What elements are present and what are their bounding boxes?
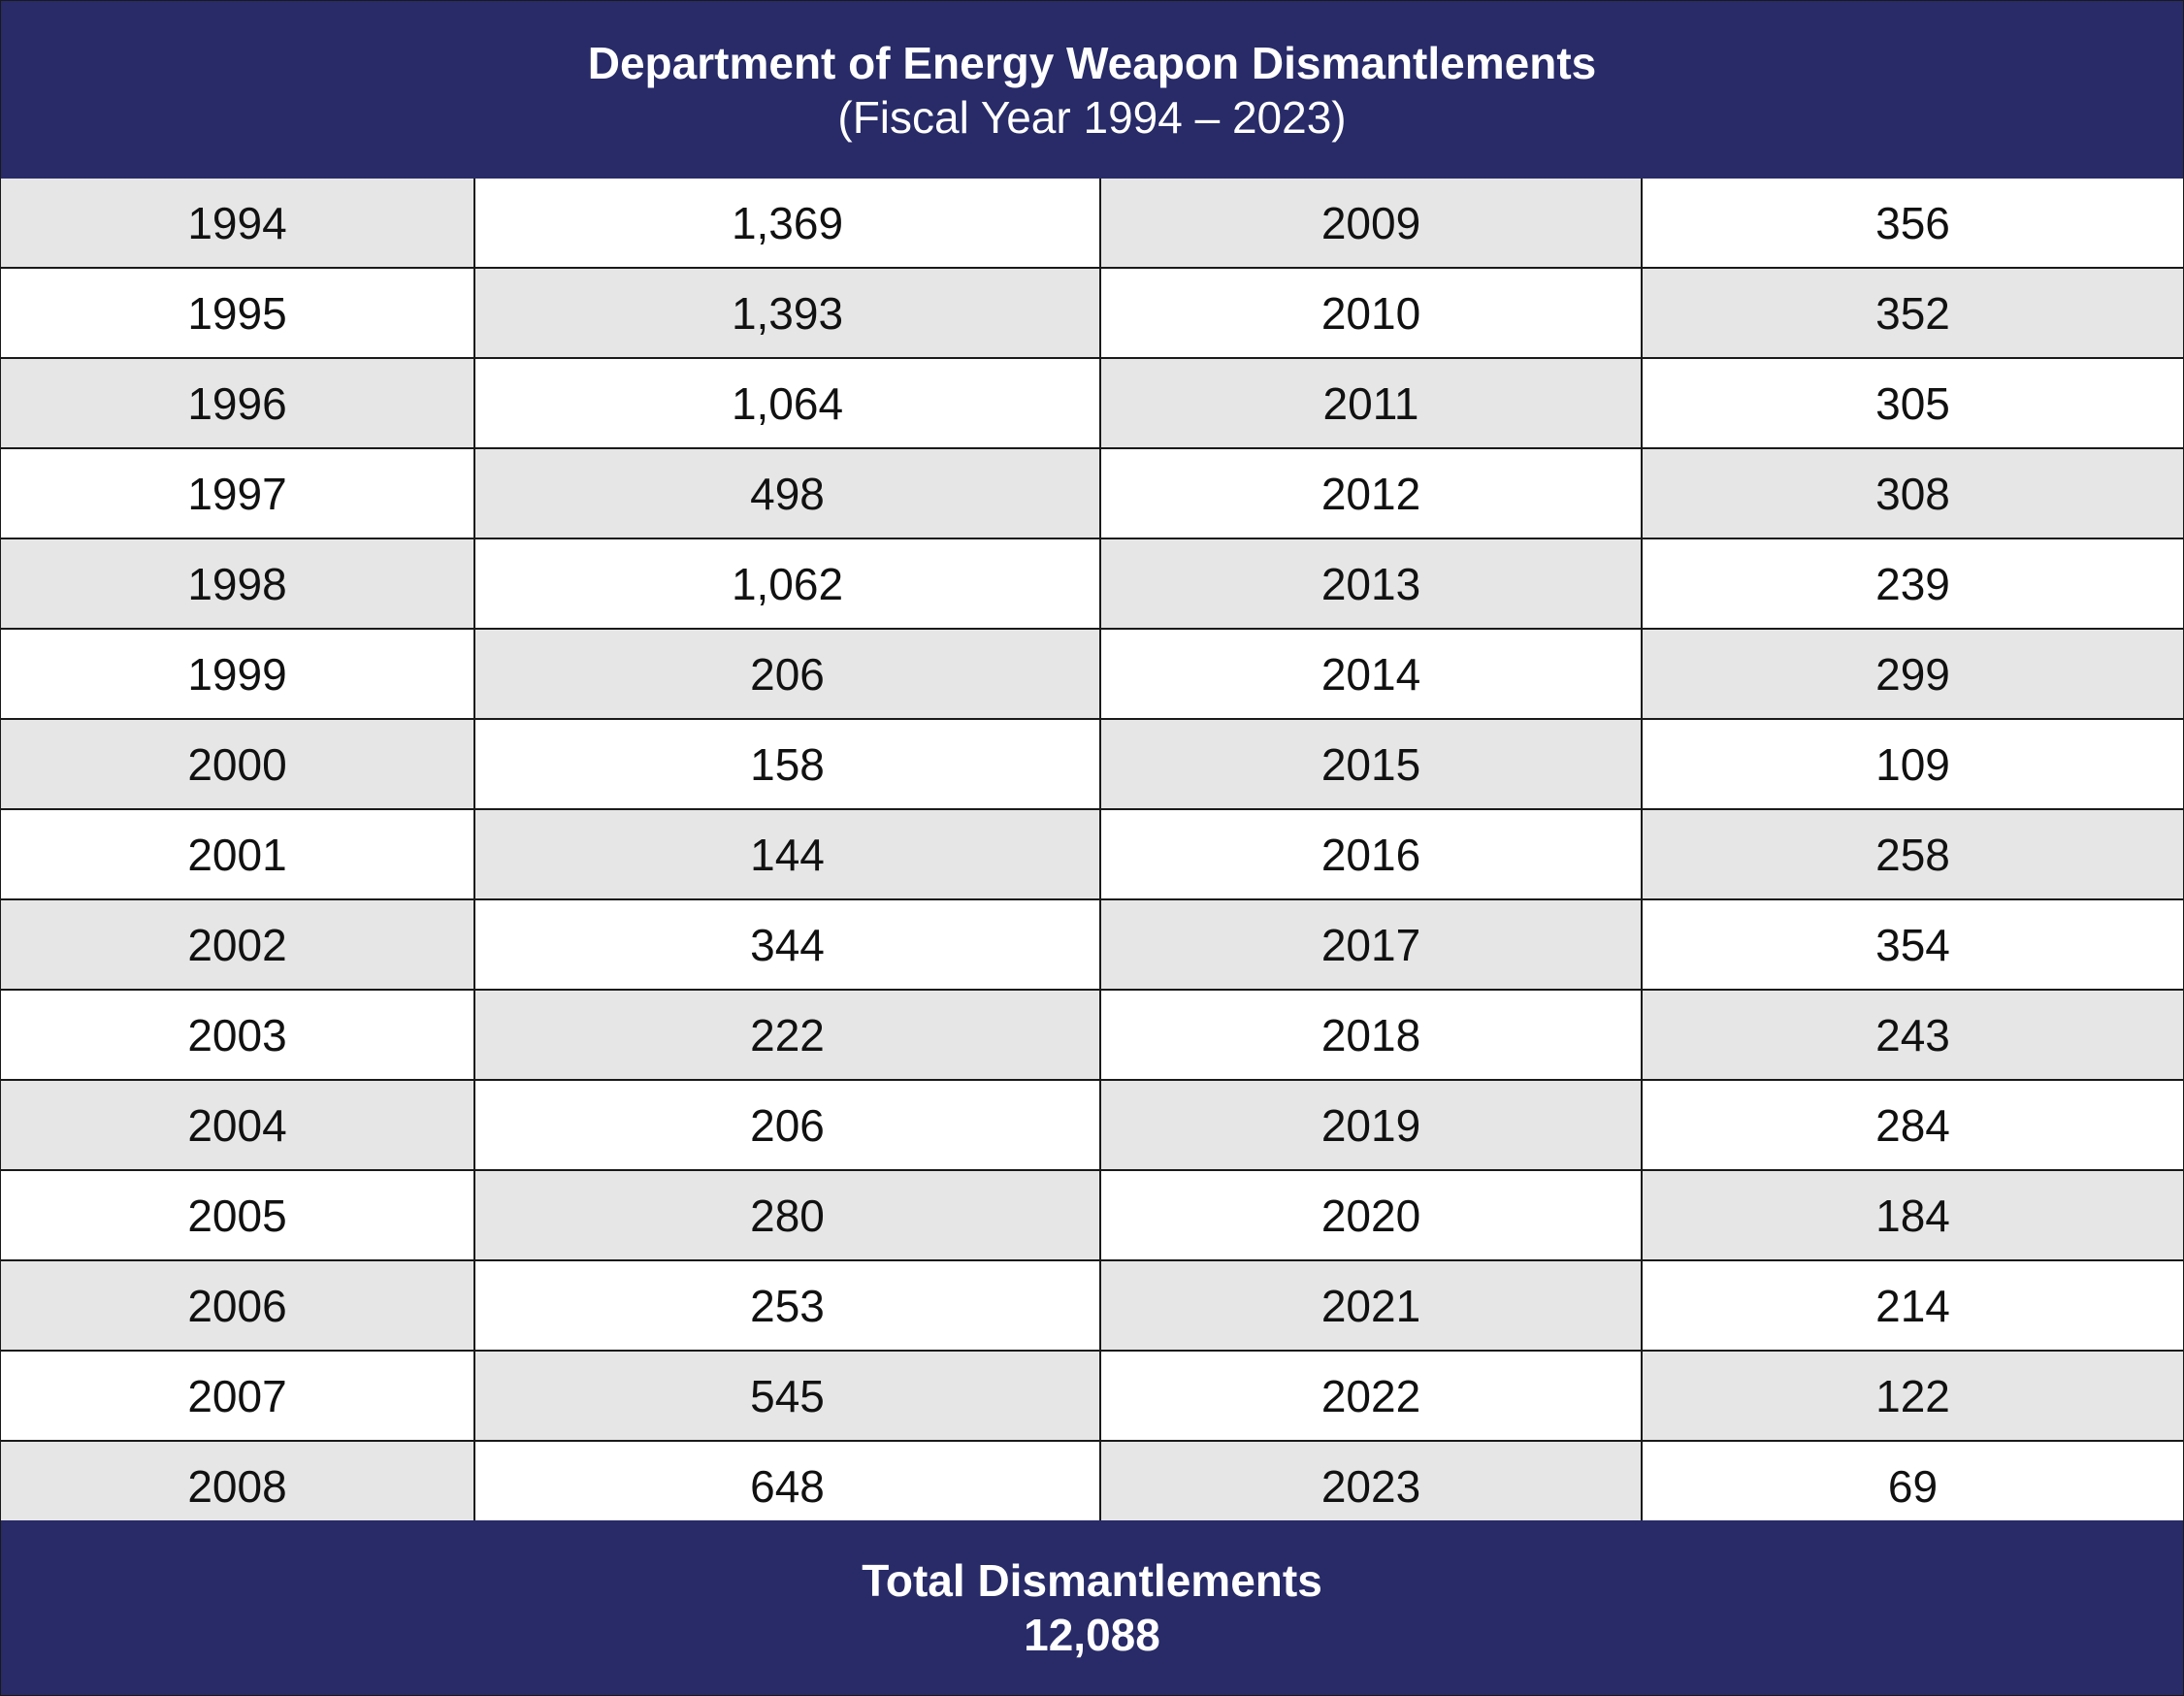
year-left-cell: 1996 [1, 358, 474, 448]
table-row [1, 179, 2183, 268]
year-left-cell: 2008 [1, 1441, 474, 1530]
count-left-cell: 648 [474, 1441, 1100, 1530]
count-left-cell: 344 [474, 899, 1100, 990]
count-left-cell: 222 [474, 990, 1100, 1080]
count-left-cell: 1,393 [474, 268, 1100, 358]
table-row [1, 538, 2183, 629]
table-row [1, 629, 2183, 719]
table-row [1, 990, 2183, 1080]
year-right-cell: 2010 [1100, 268, 1642, 358]
year-right-cell: 2016 [1100, 809, 1642, 899]
count-right-cell: 354 [1642, 899, 2183, 990]
count-right-cell: 214 [1642, 1260, 2183, 1351]
year-right-cell: 2011 [1100, 358, 1642, 448]
year-left-cell: 2006 [1, 1260, 474, 1351]
count-right-cell: 284 [1642, 1080, 2183, 1170]
total-value: 12,088 [1024, 1610, 1160, 1660]
year-right-cell: 2023 [1100, 1441, 1642, 1530]
count-right-cell: 356 [1642, 179, 2183, 268]
count-right-cell: 122 [1642, 1351, 2183, 1441]
year-left-cell: 2001 [1, 809, 474, 899]
table-body [1, 179, 2183, 1530]
year-right-cell: 2015 [1100, 719, 1642, 809]
year-left-cell: 2004 [1, 1080, 474, 1170]
count-left-cell: 158 [474, 719, 1100, 809]
table-row [1, 719, 2183, 809]
table-row [1, 899, 2183, 990]
year-left-cell: 2002 [1, 899, 474, 990]
count-right-cell: 69 [1642, 1441, 2183, 1530]
year-left-cell: 2005 [1, 1170, 474, 1260]
year-left-cell: 1999 [1, 629, 474, 719]
year-right-cell: 2018 [1100, 990, 1642, 1080]
count-left-cell: 498 [474, 448, 1100, 538]
count-right-cell: 352 [1642, 268, 2183, 358]
year-left-cell: 1997 [1, 448, 474, 538]
table-title: Department of Energy Weapon Dismantlements [587, 38, 1597, 88]
count-right-cell: 299 [1642, 629, 2183, 719]
table-row [1, 1170, 2183, 1260]
table-row [1, 1441, 2183, 1530]
count-left-cell: 206 [474, 1080, 1100, 1170]
year-right-cell: 2022 [1100, 1351, 1642, 1441]
year-right-cell: 2021 [1100, 1260, 1642, 1351]
table-row [1, 358, 2183, 448]
table-row [1, 448, 2183, 538]
year-left-cell: 1998 [1, 538, 474, 629]
count-right-cell: 109 [1642, 719, 2183, 809]
count-left-cell: 144 [474, 809, 1100, 899]
table-row [1, 1260, 2183, 1351]
count-right-cell: 184 [1642, 1170, 2183, 1260]
count-right-cell: 243 [1642, 990, 2183, 1080]
year-right-cell: 2019 [1100, 1080, 1642, 1170]
year-right-cell: 2014 [1100, 629, 1642, 719]
count-right-cell: 239 [1642, 538, 2183, 629]
year-right-cell: 2020 [1100, 1170, 1642, 1260]
table-row [1, 1351, 2183, 1441]
table-header [1, 1, 2183, 179]
table-subtitle: (Fiscal Year 1994 – 2023) [837, 92, 1347, 143]
table-row [1, 809, 2183, 899]
count-left-cell: 1,062 [474, 538, 1100, 629]
year-left-cell: 2007 [1, 1351, 474, 1441]
table-row [1, 268, 2183, 358]
count-left-cell: 280 [474, 1170, 1100, 1260]
year-left-cell: 2003 [1, 990, 474, 1080]
count-left-cell: 1,064 [474, 358, 1100, 448]
year-right-cell: 2017 [1100, 899, 1642, 990]
year-right-cell: 2009 [1100, 179, 1642, 268]
year-left-cell: 1994 [1, 179, 474, 268]
count-left-cell: 253 [474, 1260, 1100, 1351]
count-right-cell: 305 [1642, 358, 2183, 448]
count-right-cell: 308 [1642, 448, 2183, 538]
year-left-cell: 2000 [1, 719, 474, 809]
count-left-cell: 1,369 [474, 179, 1100, 268]
table-footer [1, 1520, 2183, 1695]
table-row [1, 1080, 2183, 1170]
count-left-cell: 206 [474, 629, 1100, 719]
count-right-cell: 258 [1642, 809, 2183, 899]
year-right-cell: 2013 [1100, 538, 1642, 629]
dismantlements-table [1, 179, 2183, 1530]
year-left-cell: 1995 [1, 268, 474, 358]
year-right-cell: 2012 [1100, 448, 1642, 538]
count-left-cell: 545 [474, 1351, 1100, 1441]
total-label: Total Dismantlements [862, 1555, 1322, 1606]
